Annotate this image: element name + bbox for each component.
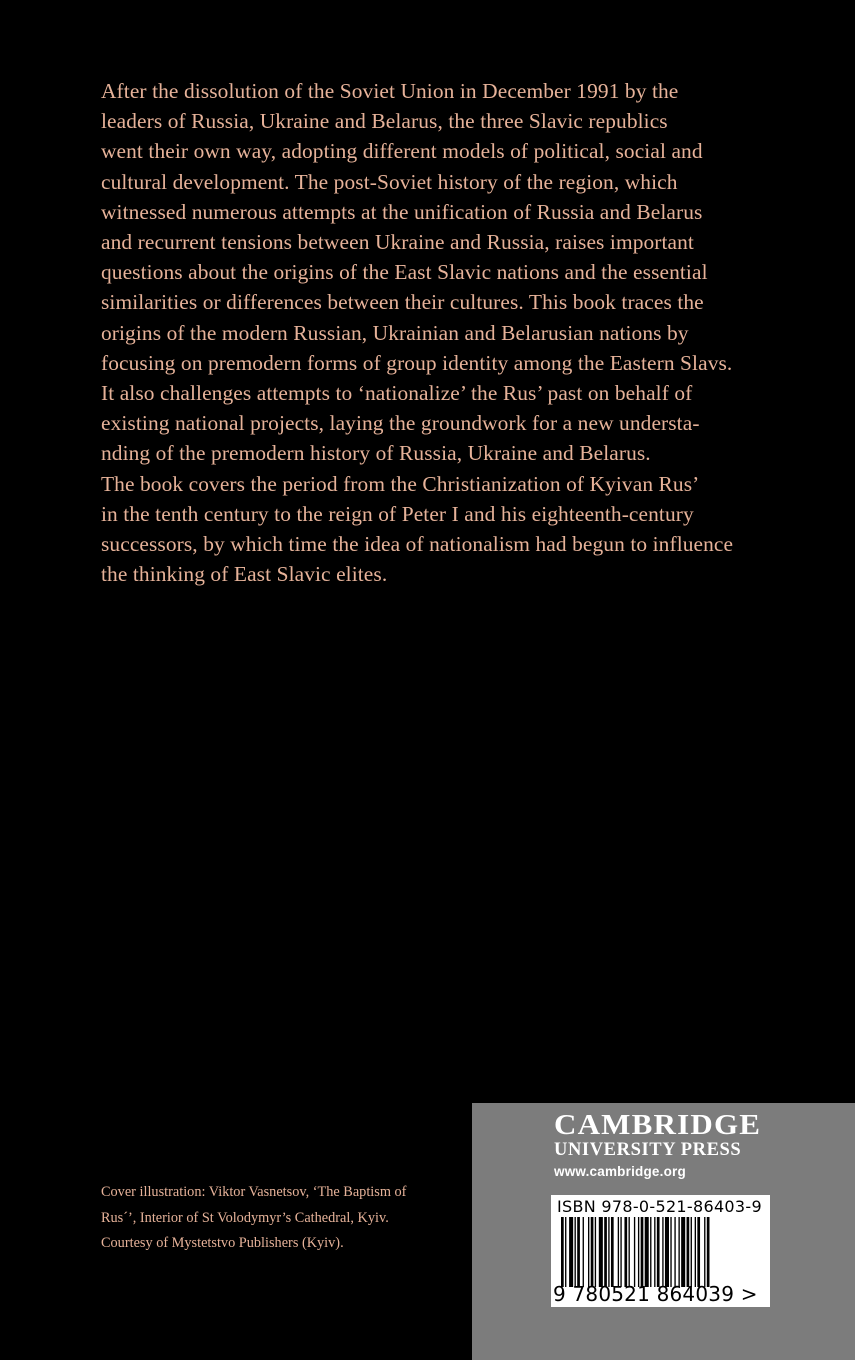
publisher-url: www.cambridge.org bbox=[554, 1163, 686, 1179]
barcode-stripe bbox=[665, 1217, 669, 1287]
barcode-stripe bbox=[588, 1217, 589, 1287]
barcode-stripe bbox=[695, 1217, 696, 1287]
barcode-stripe bbox=[575, 1217, 576, 1287]
barcode-stripe bbox=[691, 1217, 692, 1287]
publisher-logo bbox=[554, 1110, 774, 1178]
barcode-stripe bbox=[707, 1217, 710, 1287]
barcode-bars bbox=[561, 1217, 761, 1287]
barcode-stripe bbox=[624, 1217, 627, 1287]
barcode-stripe bbox=[561, 1217, 564, 1287]
barcode-stripe bbox=[604, 1217, 607, 1287]
barcode-stripe bbox=[670, 1217, 671, 1287]
barcode-digits: 9 780521 864039 > bbox=[553, 1282, 758, 1306]
barcode-stripe bbox=[618, 1217, 619, 1287]
barcode-stripe bbox=[657, 1217, 660, 1287]
barcode-stripe bbox=[608, 1217, 609, 1287]
barcode-stripe bbox=[577, 1217, 580, 1287]
barcode-stripe bbox=[678, 1217, 679, 1287]
publisher-subname: UNIVERSITY PRESS bbox=[554, 1140, 742, 1160]
barcode-stripe bbox=[591, 1217, 594, 1287]
barcode-stripe bbox=[611, 1217, 614, 1287]
barcode-stripe bbox=[687, 1217, 690, 1287]
publisher-panel bbox=[472, 1103, 855, 1360]
barcode-stripe bbox=[704, 1217, 705, 1287]
barcode-stripe bbox=[583, 1217, 584, 1287]
barcode-stripe bbox=[629, 1217, 630, 1287]
barcode-stripe bbox=[645, 1217, 649, 1287]
barcode-stripe bbox=[634, 1217, 635, 1287]
barcode-stripe bbox=[697, 1217, 700, 1287]
barcode-stripe bbox=[595, 1217, 596, 1287]
barcode-stripe bbox=[654, 1217, 655, 1287]
barcode-stripe bbox=[638, 1217, 639, 1287]
barcode-stripe bbox=[650, 1217, 651, 1287]
barcode-stripe bbox=[662, 1217, 663, 1287]
barcode-stripe bbox=[569, 1217, 573, 1287]
barcode-stripe bbox=[599, 1217, 603, 1287]
back-cover-blurb: After the dissolution of the Soviet Union in December 1991 by the leaders of Russia, Ukraine and Belarus, the three Slavic republics went their own way, adopting different models of political, social and cultural development. The post-Soviet history of the region, which witnessed numerous attempts at the unification of Russia and Belarus and recurrent tensions between Ukraine and Russia, raises important questions about the origins of the East Slavic nations and the essential similarities or differences between their cultures. This book traces the origins of the modern Russian, Ukrainian and Belarusian nations by focusing on premodern forms of group identity among the Eastern Slavs. It also challenges attempts to ‘nationalize’ the Rus’ past on behalf of existing national projects, laying the groundwork for a new understa- nding of the premodern history of Russia, Ukraine and Belarus. The book covers the period from the Christianization of Kyivan Rus’ in the tenth century to the reign of Peter I and his eighteenth-century successors, by which time the idea of nationalism had begun to influence the thinking of East Slavic elites. bbox=[101, 79, 734, 587]
barcode-stripe bbox=[641, 1217, 644, 1287]
barcode-stripe bbox=[565, 1217, 566, 1287]
barcode-stripe bbox=[674, 1217, 675, 1287]
barcode-stripe bbox=[681, 1217, 685, 1287]
isbn-label: ISBN 978-0-521-86403-9 bbox=[557, 1197, 762, 1216]
barcode-box bbox=[551, 1195, 770, 1307]
barcode-stripe bbox=[620, 1217, 621, 1287]
cover-illustration-credit: Cover illustration: Viktor Vasnetsov, ‘The Baptism of Rus´’, Interior of St Volodymyr’s Cathedral, Kyiv. Courtesy of Mystetstvo Publishers (Kyiv). bbox=[101, 1184, 407, 1251]
publisher-name: CAMBRIDGE bbox=[554, 1108, 762, 1141]
